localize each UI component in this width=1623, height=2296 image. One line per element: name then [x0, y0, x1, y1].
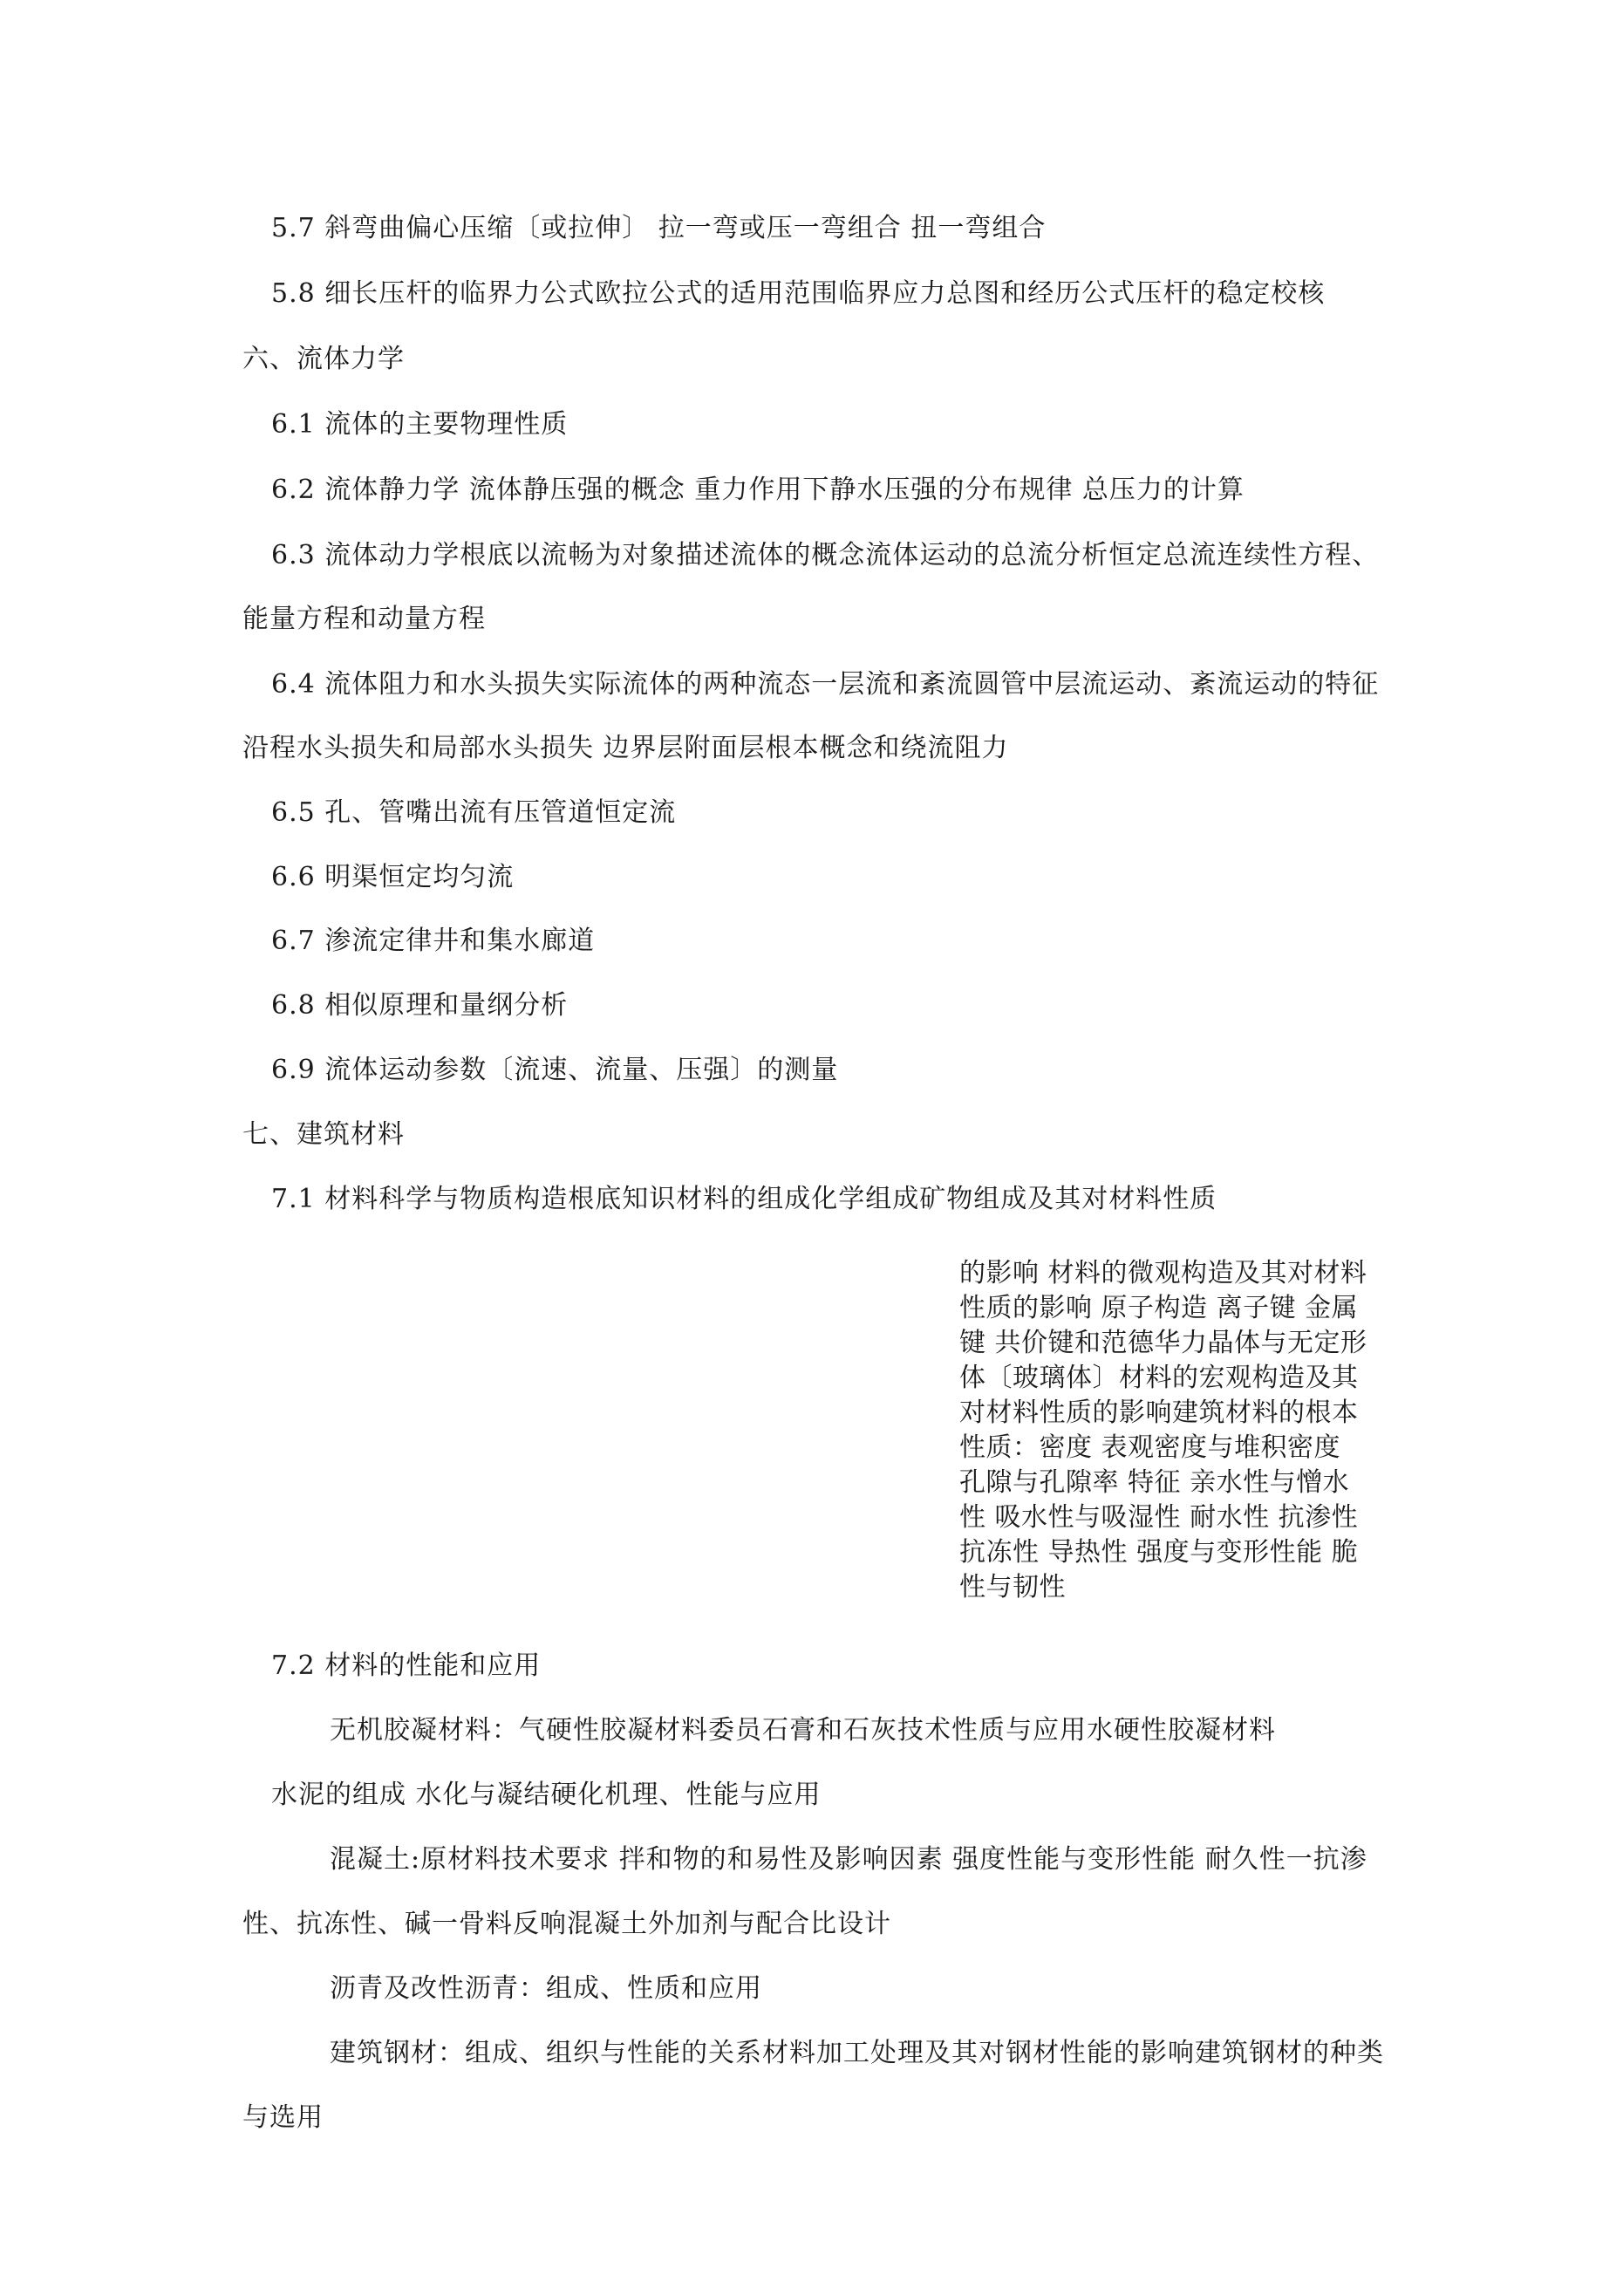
text-line-6-7: 6.7 渗流定律井和集水廊道: [271, 926, 596, 956]
text-line-6-3-cont: 能量方程和动量方程: [242, 604, 486, 634]
section-heading-fluid-mechanics: 六、流体力学: [242, 344, 405, 374]
text-line-steel-cont: 与选用: [242, 2102, 324, 2133]
text-line-5-7: 5.7 斜弯曲偏心压缩〔或拉伸〕 拉一弯或压一弯组合 扭一弯组合: [271, 213, 1047, 243]
text-block-7-1-cont: [959, 1256, 1400, 1605]
block-line: 性 吸水性与吸湿性 耐水性 抗渗性: [959, 1502, 1359, 1533]
text-line-6-4: 6.4 流体阻力和水头损失实际流体的两种流态一层流和紊流圆管中层流运动、紊流运动的特征: [271, 669, 1380, 700]
block-line: 键 共价键和范德华力晶体与无定形: [959, 1328, 1367, 1358]
text-line-6-6: 6.6 明渠恒定均匀流: [271, 862, 515, 892]
text-line-5-8: 5.8 细长压杆的临界力公式欧拉公式的适用范围临界应力总图和经历公式压杆的稳定校核: [271, 278, 1326, 309]
block-line: 性质的影响 原子构造 离子键 金属: [959, 1293, 1359, 1323]
block-line: 对材料性质的影响建筑材料的根本: [959, 1397, 1359, 1428]
text-line-steel: 建筑钢材：组成、组织与性能的关系材料加工处理及其对钢材性能的影响建筑钢材的种类: [330, 2038, 1384, 2068]
block-line: 性与韧性: [959, 1572, 1066, 1602]
block-line: 孔隙与孔隙率 特征 亲水性与憎水: [959, 1467, 1350, 1498]
text-line-6-3: 6.3 流体动力学根底以流畅为对象描述流体的概念流体运动的总流分析恒定总流连续性方程、: [271, 540, 1380, 571]
text-line-concrete: 混凝土:原材料技术要求 拌和物的和易性及影响因素 强度性能与变形性能 耐久性一抗渗: [330, 1844, 1367, 1875]
text-line-7-2: 7.2 材料的性能和应用: [271, 1650, 542, 1681]
text-line-concrete-cont: 性、抗冻性、碱一骨料反响混凝土外加剂与配合比设计: [242, 1909, 891, 1939]
text-line-inorganic-binders: 无机胶凝材料：气硬性胶凝材料委员石膏和石灰技术性质与应用水硬性胶凝材料: [330, 1715, 1276, 1746]
text-line-7-1: 7.1 材料科学与物质构造根底知识材料的组成化学组成矿物组成及其对材料性质: [271, 1184, 1217, 1214]
text-line-6-5: 6.5 孔、管嘴出流有压管道恒定流: [271, 797, 677, 828]
section-heading-building-materials: 七、建筑材料: [242, 1119, 405, 1150]
block-line: 性质：密度 表观密度与堆积密度: [959, 1432, 1341, 1463]
block-line: 的影响 材料的微观构造及其对材料: [959, 1258, 1367, 1288]
block-line: 体〔玻璃体〕材料的宏观构造及其: [959, 1363, 1359, 1393]
text-line-6-1: 6.1 流体的主要物理性质: [271, 409, 569, 440]
text-line-6-8: 6.8 相似原理和量纲分析: [271, 990, 569, 1021]
text-line-6-2: 6.2 流体静力学 流体静压强的概念 重力作用下静水压强的分布规律 总压力的计算: [271, 475, 1245, 505]
text-line-6-4-cont: 沿程水头损失和局部水头损失 边界层附面层根本概念和绕流阻力: [242, 733, 1009, 763]
text-line-cement: 水泥的组成 水化与凝结硬化机理、性能与应用: [271, 1780, 822, 1810]
text-line-asphalt: 沥青及改性沥青：组成、性质和应用: [330, 1973, 762, 2004]
block-line: 抗冻性 导热性 强度与变形性能 脆: [959, 1537, 1359, 1568]
text-line-6-9: 6.9 流体运动参数〔流速、流量、压强〕的测量: [271, 1055, 839, 1085]
